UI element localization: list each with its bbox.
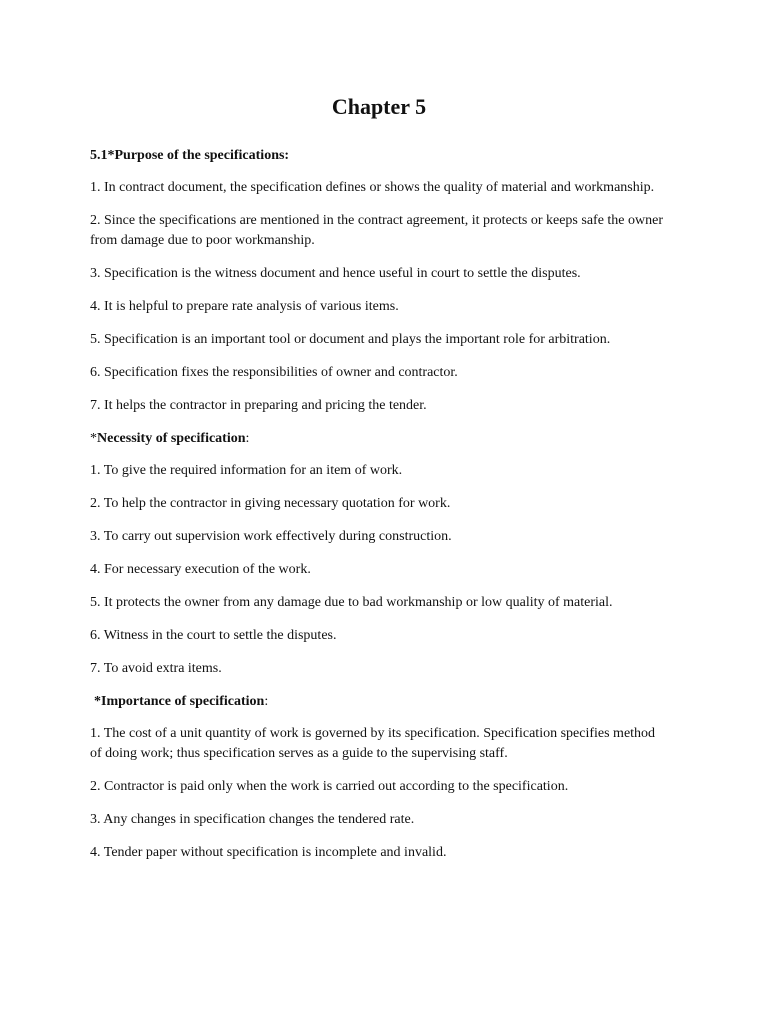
necessity-item-4: 4. For necessary execution of the work. <box>90 562 311 577</box>
necessity-item-5: 5. It protects the owner from any damage due to bad workmanship or low quality of material. <box>90 595 613 610</box>
heading-text: 5.1*Purpose of the specifications: <box>90 148 290 163</box>
section-importance <box>90 692 668 863</box>
section-heading-necessity <box>90 429 668 449</box>
section-necessity <box>90 429 668 679</box>
purpose-item-2: 2. Since the specifications are mentioned in the contract agreement, it protects or keeps safe the owner from damage due to poor workmanship. <box>90 213 664 248</box>
necessity-item-7: 7. To avoid extra items. <box>90 661 222 676</box>
purpose-item-4: 4. It is helpful to prepare rate analysis of various items. <box>90 299 399 314</box>
importance-item-2: 2. Contractor is paid only when the work is carried out according to the specification. <box>90 779 569 794</box>
purpose-item-7: 7. It helps the contractor in preparing and pricing the tender. <box>90 398 427 413</box>
heading-suffix: : <box>264 694 269 709</box>
section-purpose <box>90 146 668 416</box>
importance-item-4: 4. Tender paper without specification is incomplete and invalid. <box>90 845 447 860</box>
heading-text: Necessity of specification <box>97 431 246 446</box>
section-heading-importance <box>90 692 668 712</box>
necessity-item-1: 1. To give the required information for an item of work. <box>90 463 403 478</box>
necessity-item-3: 3. To carry out supervision work effectively during construction. <box>90 529 452 544</box>
necessity-item-6: 6. Witness in the court to settle the disputes. <box>90 628 337 643</box>
heading-text: *Importance of specification <box>94 694 265 709</box>
purpose-item-1: 1. In contract document, the specification defines or shows the quality of material and workmanship. <box>90 180 655 195</box>
section-heading-purpose <box>90 146 668 166</box>
importance-item-1: 1. The cost of a unit quantity of work is governed by its specification. Specification specifies method of doing work; thus specification serves as a guide to the supervising staff. <box>90 726 656 761</box>
chapter-title: Chapter 5 <box>331 94 427 119</box>
necessity-item-2: 2. To help the contractor in giving necessary quotation for work. <box>90 496 451 511</box>
purpose-item-3: 3. Specification is the witness document and hence useful in court to settle the disputes. <box>90 266 581 281</box>
importance-item-3: 3. Any changes in specification changes the tendered rate. <box>90 812 415 827</box>
heading-prefix: * <box>90 431 97 446</box>
heading-suffix: : <box>245 431 250 446</box>
purpose-item-5: 5. Specification is an important tool or document and plays the important role for arbitration. <box>90 332 611 347</box>
purpose-item-6: 6. Specification fixes the responsibilities of owner and contractor. <box>90 365 458 380</box>
